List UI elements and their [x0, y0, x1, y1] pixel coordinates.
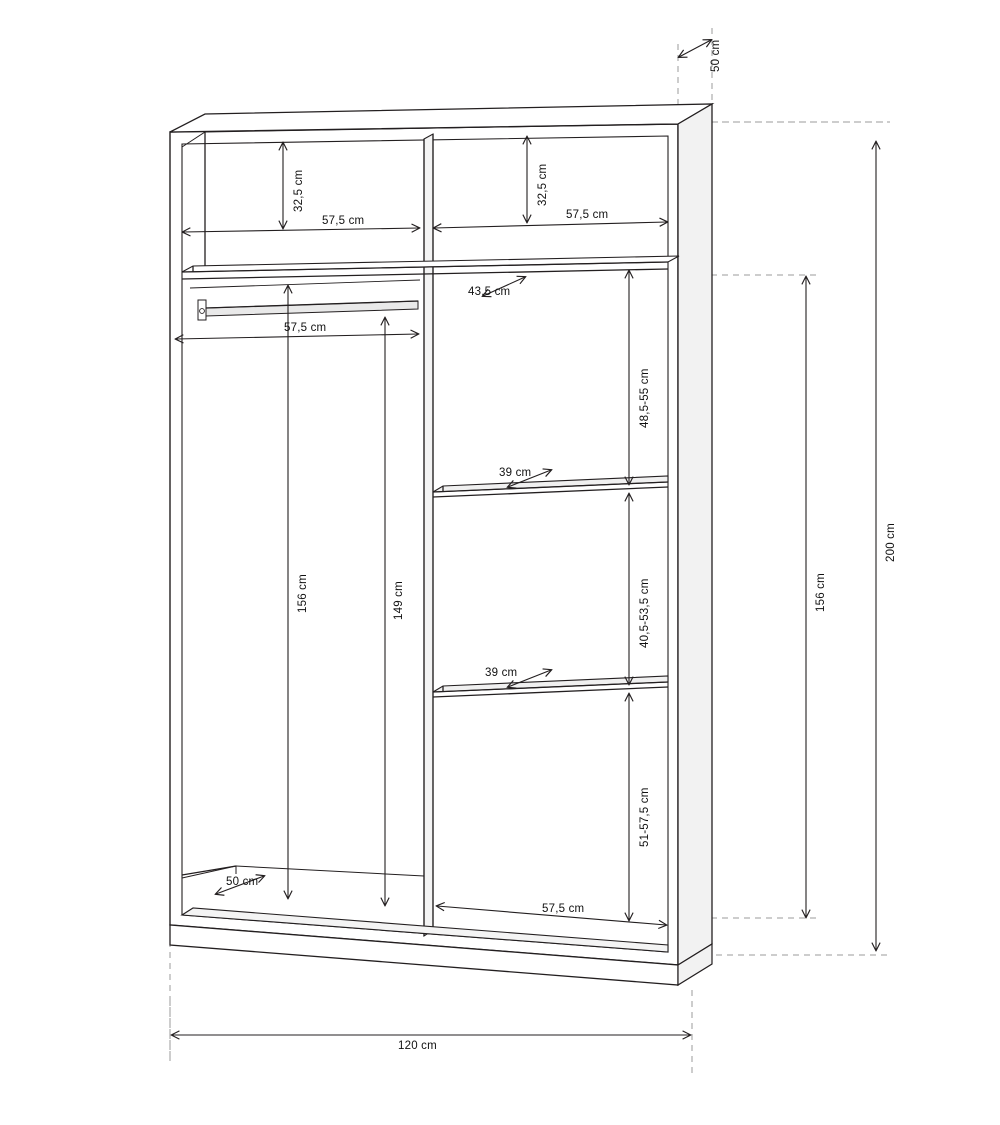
label-right-lower-section-height: 51-57,5 cm [639, 787, 651, 847]
label-total-height: 200 cm [885, 523, 897, 562]
label-shelf-depth-right: 43,5 cm [468, 286, 511, 298]
label-shelf-depth-lower: 39 cm [485, 667, 518, 679]
label-base-depth-left: 50 cm [226, 876, 259, 888]
label-right-middle-section-height: 40,5-53,5 cm [639, 578, 651, 648]
label-top-left-compartment-height: 32,5 cm [293, 169, 305, 212]
label-interior-height-left: 156 cm [297, 574, 309, 613]
label-interior-height-right: 156 cm [815, 573, 827, 612]
label-hanging-height: 149 cm [393, 581, 405, 620]
label-shelf-depth-middle: 39 cm [499, 467, 532, 479]
label-depth-top: 50 cm [710, 39, 722, 72]
label-bottom-right-width: 57,5 cm [542, 903, 585, 915]
label-right-upper-section-height: 48,5-55 cm [639, 368, 651, 428]
label-hanging-rail-width: 57,5 cm [284, 322, 327, 334]
label-total-width: 120 cm [398, 1040, 437, 1052]
label-top-left-compartment-width: 57,5 cm [322, 215, 365, 227]
label-top-right-compartment-width: 57,5 cm [566, 209, 609, 221]
label-top-right-compartment-height: 32,5 cm [537, 163, 549, 206]
